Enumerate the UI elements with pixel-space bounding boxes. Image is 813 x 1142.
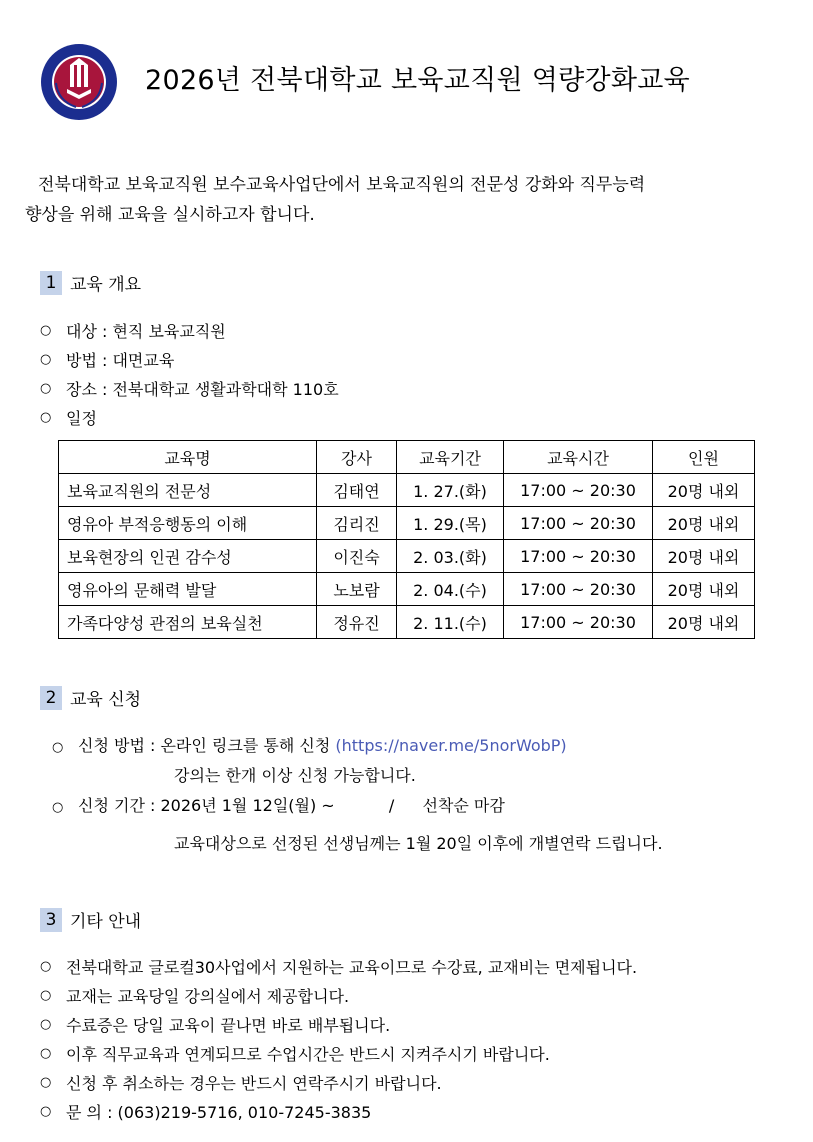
document-header — [40, 40, 780, 120]
instructor-cell: 이진숙 — [317, 540, 397, 573]
list-item — [40, 1068, 637, 1097]
period-separator: / — [388, 796, 395, 815]
overview-list — [40, 316, 339, 432]
bullet-icon: ○ — [40, 1046, 52, 1061]
instructor-cell: 김태연 — [317, 474, 397, 507]
table-row — [59, 540, 755, 573]
bullet-icon: ○ — [40, 381, 52, 396]
list-item-text: 교재는 교육당일 강의실에서 제공합니다. — [66, 987, 350, 1006]
bullet-icon: ○ — [40, 988, 52, 1003]
instructor-cell: 김리진 — [317, 507, 397, 540]
bullet-icon: ○ — [40, 1075, 52, 1090]
bullet-icon: ○ — [40, 1104, 52, 1119]
contact-info: 문 의 : (063)219-5716, 010-7245-3835 — [66, 1103, 372, 1122]
capacity-cell: 20명 내외 — [653, 606, 755, 639]
section-heading-other-info — [40, 907, 141, 932]
other-info-list — [40, 952, 637, 1126]
column-header: 교육기간 — [397, 441, 504, 474]
application-period-note: 교육대상으로 선정된 선생님께는 1월 20일 이후에 개별연락 드립니다. — [174, 834, 663, 853]
time-cell: 17:00 ~ 20:30 — [504, 606, 653, 639]
list-item — [40, 374, 339, 403]
section-number-badge: 2 — [40, 686, 62, 710]
list-item-text: 장소 : 전북대학교 생활과학대학 110호 — [66, 380, 339, 399]
application-info — [52, 731, 663, 859]
list-item-text: 신청 후 취소하는 경우는 반드시 연락주시기 바랍니다. — [66, 1074, 442, 1093]
date-cell: 2. 04.(수) — [397, 573, 504, 606]
time-cell: 17:00 ~ 20:30 — [504, 540, 653, 573]
section-heading-application — [40, 685, 141, 710]
bullet-icon: ○ — [40, 1017, 52, 1032]
course-name-cell: 영유아의 문해력 발달 — [59, 573, 317, 606]
section-number-badge: 1 — [40, 271, 62, 295]
list-item — [40, 952, 637, 981]
time-cell: 17:00 ~ 20:30 — [504, 474, 653, 507]
application-period-label: 신청 기간 : 2026년 1월 12일(월) ~ — [78, 796, 335, 815]
date-cell: 1. 29.(목) — [397, 507, 504, 540]
intro-line: 전북대학교 보육교직원 보수교육사업단에서 보육교직원의 전문성 강화와 직무능력 — [38, 175, 646, 195]
column-header: 교육명 — [59, 441, 317, 474]
list-item-text: 이후 직무교육과 연계되므로 수업시간은 반드시 지켜주시기 바랍니다. — [66, 1045, 550, 1064]
table-row — [59, 606, 755, 639]
list-item — [40, 1010, 637, 1039]
bullet-icon: ○ — [52, 800, 64, 815]
time-cell: 17:00 ~ 20:30 — [504, 573, 653, 606]
date-cell: 2. 03.(화) — [397, 540, 504, 573]
course-name-cell: 영유아 부적응행동의 이해 — [59, 507, 317, 540]
list-item-text: 수료증은 당일 교육이 끝나면 바로 배부됩니다. — [66, 1016, 391, 1035]
list-item-text: 방법 : 대면교육 — [66, 351, 175, 370]
column-header: 인원 — [653, 441, 755, 474]
period-end-text: 선착순 마감 — [422, 796, 505, 815]
intro-line: 향상을 위해 교육을 실시하고자 합니다. — [25, 205, 315, 225]
capacity-cell: 20명 내외 — [653, 573, 755, 606]
list-item-text: 전북대학교 글로컬30사업에서 지원하는 교육이므로 수강료, 교재비는 면제됩니다. — [66, 958, 638, 977]
application-link[interactable]: (https://naver.me/5norWobP) — [335, 736, 567, 755]
time-cell: 17:00 ~ 20:30 — [504, 507, 653, 540]
application-method-row — [52, 731, 663, 761]
course-name-cell: 가족다양성 관점의 보육실천 — [59, 606, 317, 639]
list-item-text: 대상 : 현직 보육교직원 — [66, 322, 226, 341]
instructor-cell: 노보람 — [317, 573, 397, 606]
intro-paragraph — [25, 170, 790, 230]
column-header: 강사 — [317, 441, 397, 474]
list-item-text: 일정 — [66, 409, 97, 428]
capacity-cell: 20명 내외 — [653, 474, 755, 507]
list-item — [40, 345, 339, 374]
instructor-cell: 정유진 — [317, 606, 397, 639]
bullet-icon: ○ — [40, 410, 52, 425]
schedule-table — [58, 440, 755, 639]
date-cell: 2. 11.(수) — [397, 606, 504, 639]
date-cell: 1. 27.(화) — [397, 474, 504, 507]
list-item — [40, 316, 339, 345]
capacity-cell: 20명 내외 — [653, 507, 755, 540]
course-name-cell: 보육교직원의 전문성 — [59, 474, 317, 507]
table-header-row — [59, 441, 755, 474]
application-method-note: 강의는 한개 이상 신청 가능합니다. — [174, 766, 416, 785]
section-title: 교육 개요 — [70, 275, 142, 295]
bullet-icon: ○ — [40, 352, 52, 367]
section-number-badge: 3 — [40, 908, 62, 932]
table-row — [59, 474, 755, 507]
university-logo — [40, 43, 118, 121]
table-row — [59, 573, 755, 606]
list-item — [40, 403, 339, 432]
application-period-row — [52, 791, 663, 821]
table-row — [59, 507, 755, 540]
section-title: 교육 신청 — [70, 690, 142, 710]
list-item — [40, 1097, 637, 1126]
page-title: 2026년 전북대학교 보육교직원 역량강화교육 — [145, 65, 691, 96]
list-item — [40, 981, 637, 1010]
section-title: 기타 안내 — [70, 912, 142, 932]
course-name-cell: 보육현장의 인권 감수성 — [59, 540, 317, 573]
section-heading-overview — [40, 270, 141, 295]
bullet-icon: ○ — [52, 740, 64, 755]
capacity-cell: 20명 내외 — [653, 540, 755, 573]
bullet-icon: ○ — [40, 959, 52, 974]
application-method-label: 신청 방법 : 온라인 링크를 통해 신청 — [78, 736, 331, 755]
column-header: 교육시간 — [504, 441, 653, 474]
bullet-icon: ○ — [40, 323, 52, 338]
list-item — [40, 1039, 637, 1068]
